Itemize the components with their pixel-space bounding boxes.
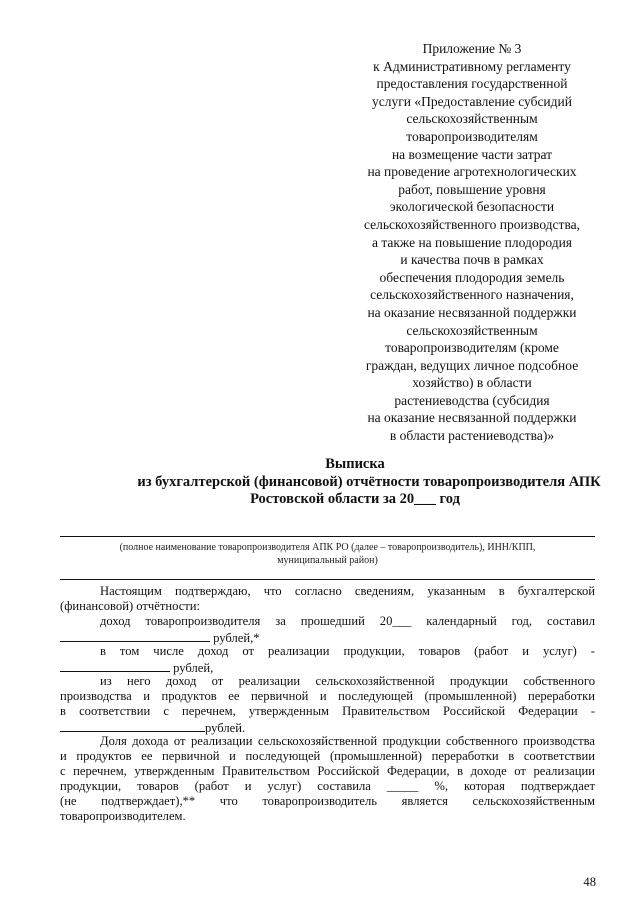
appendix-line: на проведение агротехнологических: [367, 164, 577, 180]
p2-line-1: доход товаропроизводителя за прошедший 20___ календарный год, составил: [100, 614, 595, 628]
document-title: [60, 456, 640, 509]
appendix-line: товаропроизводителям: [406, 128, 538, 144]
appendix-line: а также на повышение плодородия: [371, 234, 573, 250]
p4-line-4: [60, 719, 595, 734]
appendix-line: на оказание несвязанной поддержки: [367, 304, 577, 320]
p4-line-2: производства и продуктов ее первичной и последующей (промышленной) переработки: [60, 689, 595, 703]
p3-line-2: [60, 659, 595, 674]
appendix-line: Приложение № 3: [422, 41, 522, 56]
divider-line: [60, 579, 595, 580]
caption-line-1: (полное наименование товаропроизводителя АПК РО (далее – товаропроизводитель), ИНН/КПП,: [119, 542, 536, 553]
statement-body: [60, 584, 595, 824]
appendix-line: растениеводства (субсидия: [394, 392, 550, 408]
appendix-line: сельскохозяйственным: [406, 111, 538, 127]
appendix-line: предоставления государственной: [376, 76, 568, 92]
p3-line-2-text: рублей,: [170, 661, 214, 675]
title-line-1: Выписка: [325, 456, 385, 472]
title-line-2: из бухгалтерской (финансовой) отчётности товаропроизводителя АПК: [137, 473, 601, 490]
p5-line-1: Доля дохода от реализации сельскохозяйственной продукции собственного производства: [100, 734, 595, 748]
appendix-line: экологической безопасности: [389, 199, 555, 215]
income-total-blank: [60, 629, 210, 642]
p4-line-3: в соответствии с перечнем, утвержденным Правительством Российской Федерации -: [60, 704, 595, 718]
appendix-line: к Административному регламенту: [373, 58, 571, 74]
p1-line-1: Настоящим подтверждаю, что согласно сведениям, указанным в бухгалтерской: [100, 584, 595, 598]
p2-line-2-text: рублей,*: [210, 631, 260, 645]
page-number: 48: [583, 875, 596, 889]
appendix-header: [338, 40, 606, 445]
appendix-line: сельскохозяйственным: [406, 322, 538, 338]
caption-line-2: муниципальный район): [277, 555, 378, 566]
appendix-line: работ, повышение уровня: [398, 181, 546, 197]
appendix-line: в области растениеводства)»: [389, 428, 555, 444]
appendix-line: товаропроизводителям (кроме: [385, 340, 559, 356]
p3-line-1: в том числе доход от реализации продукции, товаров (работ и услуг) -: [100, 644, 595, 658]
appendix-line: хозяйство) в области: [412, 375, 532, 391]
p4-line-1: из него доход от реализации сельскохозяйственной продукции собственного: [100, 674, 595, 688]
p5-line-2: и продуктов ее первичной и последующей (промышленной) переработки в соответствии: [60, 749, 595, 763]
appendix-line: граждан, ведущих личное подсобное: [365, 357, 579, 373]
p4-line-4-text: рублей.: [205, 721, 246, 735]
p5-line-3: с перечнем, утвержденным Правительством Российской Федерации, в доходе от реализации: [60, 764, 595, 778]
appendix-line: на оказание несвязанной поддержки: [367, 410, 577, 426]
appendix-line: услуги «Предоставление субсидий: [372, 93, 572, 109]
appendix-line: на возмещение части затрат: [391, 146, 553, 162]
appendix-line: сельскохозяйственного назначения,: [370, 287, 574, 303]
name-field-line: [60, 536, 595, 537]
income-agri-blank: [60, 719, 205, 732]
p2-line-2: [60, 629, 595, 644]
appendix-line: и качества почв в рамках: [400, 252, 544, 268]
appendix-line: сельскохозяйственного производства,: [363, 216, 581, 232]
p5-line-4: продукции, товаров (работ и услуг) составила _____ %, которая подтверждает: [60, 779, 595, 793]
p5-line-5: (не подтверждает),** что товаропроизводитель является сельскохозяйственным: [60, 794, 595, 808]
name-field-caption: [60, 541, 595, 567]
p1-line-2: (финансовой) отчётности:: [60, 599, 201, 613]
p5-line-6: товаропроизводителем.: [60, 809, 186, 823]
title-line-3: Ростовской области за 20___ год: [250, 491, 460, 507]
appendix-line: обеспечения плодородия земель: [379, 269, 565, 285]
income-sales-blank: [60, 659, 170, 672]
